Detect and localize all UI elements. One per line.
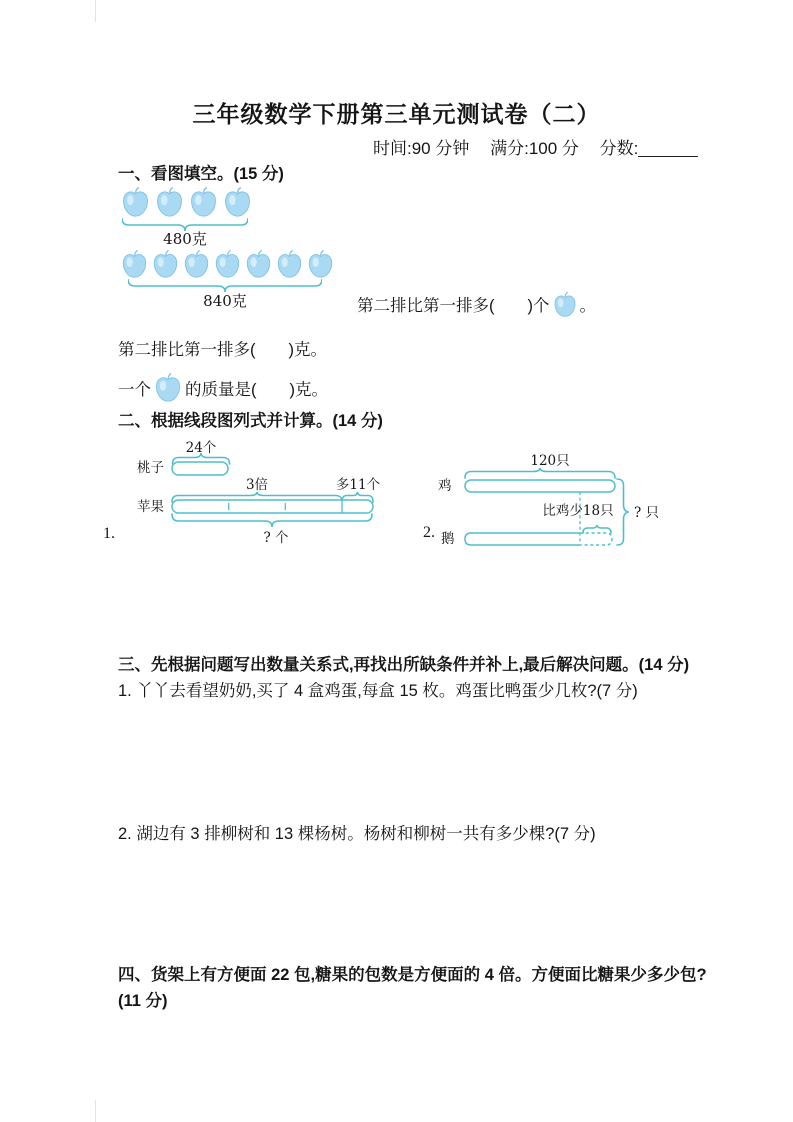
d2-goose-bar xyxy=(465,533,580,545)
d1-peach-bar xyxy=(172,462,228,475)
row2-weight-label: 840克 xyxy=(203,292,247,310)
d2-brace-chicken xyxy=(465,468,615,478)
apple-icon xyxy=(244,249,273,279)
apple-icon xyxy=(120,186,151,218)
apple-icon xyxy=(552,291,578,318)
d1-more-label: 多11个 xyxy=(335,477,381,493)
diagram2-number: 2. xyxy=(423,524,435,541)
section3-header: 三、先根据问题写出数量关系式,再找出所缺条件并补上,最后解决问题。(14 分) xyxy=(118,656,690,674)
d2-question-label: ? 只 xyxy=(634,505,660,521)
line-segment-diagram-1 xyxy=(100,430,420,550)
question-one-apple-suffix: 的质量是( )克。 xyxy=(185,381,328,399)
d1-question-label: ? 个 xyxy=(263,530,289,546)
apple-icon xyxy=(182,249,211,279)
section3-question1: 1. 丫丫去看望奶奶,买了 4 盒鸡蛋,每盒 15 枚。鸡蛋比鸭蛋少几枚?(7 分) xyxy=(118,682,638,700)
d2-chicken-bar xyxy=(465,480,615,492)
line-segment-diagram-2 xyxy=(420,448,680,553)
crop-mark-top xyxy=(95,0,96,22)
score-blank-line xyxy=(638,140,698,157)
d2-brace-total xyxy=(617,479,629,545)
section3-question2: 2. 湖边有 3 排柳树和 13 棵杨树。杨树和柳树一共有多少棵?(7 分) xyxy=(118,825,596,843)
apple-icon xyxy=(120,249,149,279)
apple-icon xyxy=(275,249,304,279)
apple-icon xyxy=(188,186,219,218)
section2-header: 二、根据线段图列式并计算。(14 分) xyxy=(118,412,383,430)
apple-icon xyxy=(306,249,335,279)
d1-row1-label: 桃子 xyxy=(137,460,164,476)
d2-goose-bar-dashed xyxy=(580,533,612,545)
exam-info-line xyxy=(373,134,698,159)
d1-apple-bar xyxy=(172,500,373,513)
apple-row-1 xyxy=(120,186,253,218)
d2-row1-label: 鸡 xyxy=(438,478,452,494)
apple-icon xyxy=(213,249,242,279)
score-label: 分数: xyxy=(599,139,639,158)
full-score: 满分:100 分 xyxy=(490,139,579,158)
apple-icon xyxy=(222,186,253,218)
time-limit: 时间:90 分钟 xyxy=(373,139,470,158)
question-more-grams: 第二排比第一排多( )克。 xyxy=(118,341,327,359)
question-more-apples-text: 第二排比第一排多( )个 xyxy=(357,297,550,315)
page-title: 三年级数学下册第三单元测试卷（二） xyxy=(192,102,601,127)
row1-weight-label: 480克 xyxy=(163,230,207,248)
diagram1-number: 1. xyxy=(103,525,115,542)
apple-icon xyxy=(151,249,180,279)
d1-amount-label: 24个 xyxy=(185,440,217,456)
apple-row-2 xyxy=(120,249,335,279)
question-one-apple-weight xyxy=(118,372,328,403)
section1-header: 一、看图填空。(15 分) xyxy=(118,165,284,183)
apple-icon xyxy=(154,186,185,218)
d2-amount-label: 120只 xyxy=(530,453,570,469)
d1-row2-label: 苹果 xyxy=(137,499,164,515)
d2-brace-less xyxy=(583,525,611,533)
section4-header: 四、货架上有方便面 22 包,糖果的包数是方便面的 4 倍。方便面比糖果少多少包?(11 分) xyxy=(118,966,707,1010)
d2-less-label: 比鸡少18只 xyxy=(542,503,614,519)
apple-icon xyxy=(153,372,183,403)
question-more-apples xyxy=(357,291,596,318)
d1-times-label: 3倍 xyxy=(245,477,269,493)
crop-mark-bottom xyxy=(95,1100,96,1122)
d1-brace-total xyxy=(172,514,372,527)
question-more-apples-period: 。 xyxy=(579,297,596,315)
d2-row2-label: 鹅 xyxy=(441,531,455,547)
question-one-apple-prefix: 一个 xyxy=(118,381,151,399)
